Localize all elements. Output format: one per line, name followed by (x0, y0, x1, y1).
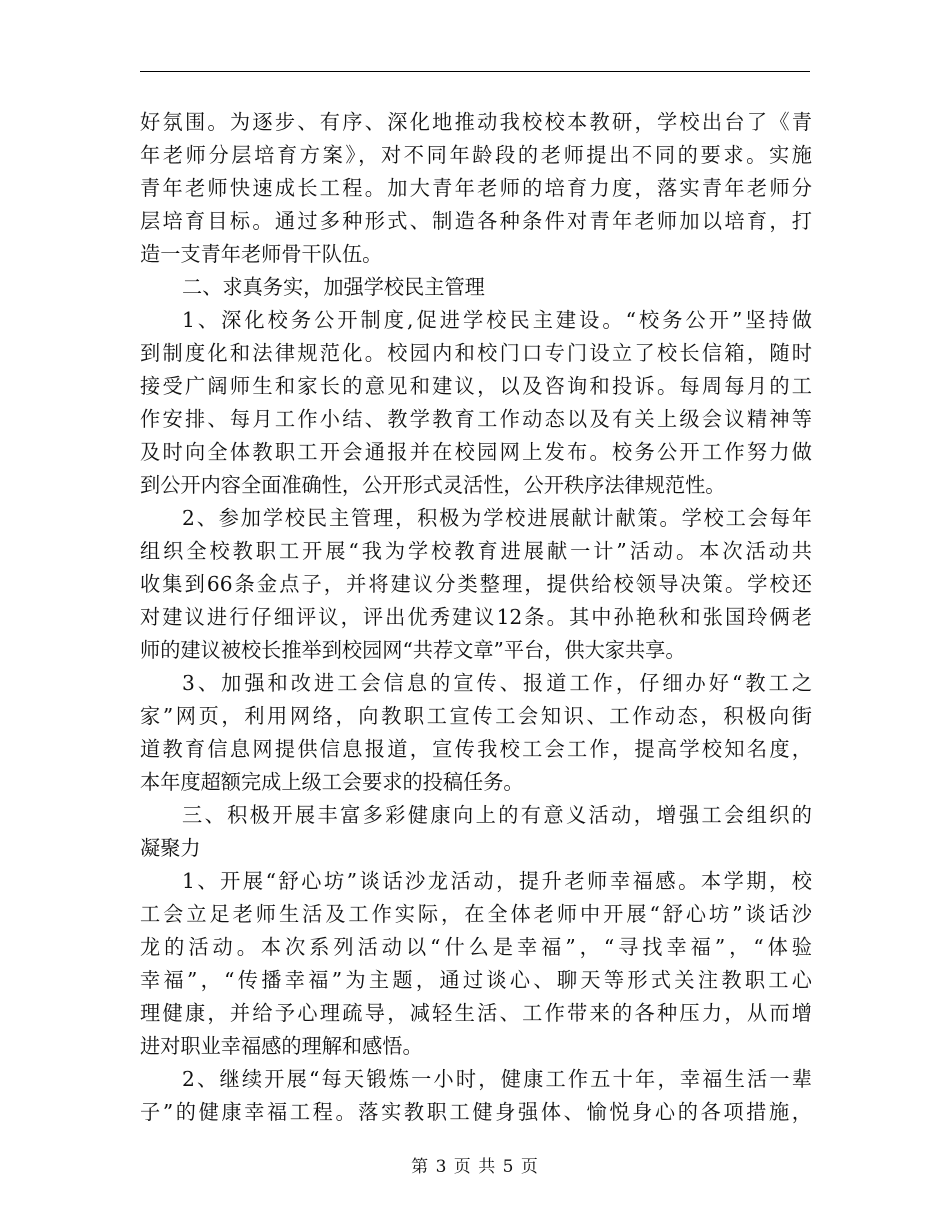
text-line: 及时向全体教职工开会通报并在校园网上发布。校务公开工作努力做 (140, 440, 812, 464)
text-line: 到公开内容全面准确性，公开形式灵活性，公开秩序法律规范性。 (140, 473, 726, 497)
text-line: 3、加强和改进工会信息的宣传、报道工作，仔细办好“教工之 (182, 671, 812, 695)
text-line: 理健康，并给予心理疏导，减轻生活、工作带来的各种压力，从而增 (140, 1001, 812, 1025)
page-number: 第 3 页 共 5 页 (411, 1157, 539, 1177)
text-line: 1、开展“舒心坊”谈话沙龙活动，提升老师幸福感。本学期，校 (182, 869, 812, 893)
text-line: 龙的活动。本次系列活动以“什么是幸福”，“寻找幸福”，“体验 (140, 935, 812, 959)
text-line: 收集到66条金点子，并将建议分类整理，提供给校领导决策。学校还 (140, 572, 812, 596)
text-line: 接受广阔师生和家长的意见和建议，以及咨询和投诉。每周每月的工 (140, 374, 812, 398)
text-line: 道教育信息网提供信息报道，宣传我校工会工作，提高学校知名度， (140, 737, 812, 761)
text-line: 家”网页，利用网络，向教职工宣传工会知识、工作动态，积极向街 (140, 704, 812, 728)
text-line: 本年度超额完成上级工会要求的投稿任务。 (140, 770, 524, 794)
document-body (140, 106, 812, 1129)
text-line: 好氛围。为逐步、有序、深化地推动我校校本教研，学校出台了《青 (140, 110, 812, 134)
text-line: 三、积极开展丰富多彩健康向上的有意义活动，增强工会组织的 (182, 803, 812, 827)
text-line: 1、深化校务公开制度,促进学校民主建设。“校务公开”坚持做 (182, 308, 812, 332)
text-line: 组织全校教职工开展“我为学校教育进展献一计”活动。本次活动共 (140, 539, 812, 563)
text-line: 层培育目标。通过多种形式、制造各种条件对青年老师加以培育，打 (140, 209, 812, 233)
text-line: 造一支青年老师骨干队伍。 (140, 242, 383, 266)
text-line: 进对职业幸福感的理解和感悟。 (140, 1034, 423, 1058)
text-line: 幸福”，“传播幸福”为主题，通过谈心、聊天等形式关注教职工心 (140, 968, 812, 992)
text-line: 年老师分层培育方案》，对不同年龄段的老师提出不同的要求。实施 (140, 143, 812, 167)
text-line: 子”的健康幸福工程。落实教职工健身强体、愉悦身心的各项措施， (140, 1100, 812, 1124)
text-line: 2、继续开展“每天锻炼一小时，健康工作五十年，幸福生活一辈 (182, 1067, 812, 1091)
text-line: 师的建议被校长推举到校园网“共荐文章”平台，供大家共享。 (140, 638, 686, 662)
text-line: 二、求真务实，加强学校民主管理 (182, 275, 485, 299)
text-line: 对建议进行仔细评议，评出优秀建议12条。其中孙艳秋和张国玲俩老 (140, 605, 812, 629)
text-line: 凝聚力 (140, 836, 201, 860)
text-line: 工会立足老师生活及工作实际，在全体老师中开展“舒心坊”谈话沙 (140, 902, 812, 926)
header-rule (140, 71, 810, 72)
text-line: 到制度化和法律规范化。校园内和校门口专门设立了校长信箱，随时 (140, 341, 812, 365)
text-line: 作安排、每月工作小结、教学教育工作动态以及有关上级会议精神等 (140, 407, 812, 431)
text-line: 青年老师快速成长工程。加大青年老师的培育力度，落实青年老师分 (140, 176, 812, 200)
text-line: 2、参加学校民主管理，积极为学校进展献计献策。学校工会每年 (182, 506, 812, 530)
